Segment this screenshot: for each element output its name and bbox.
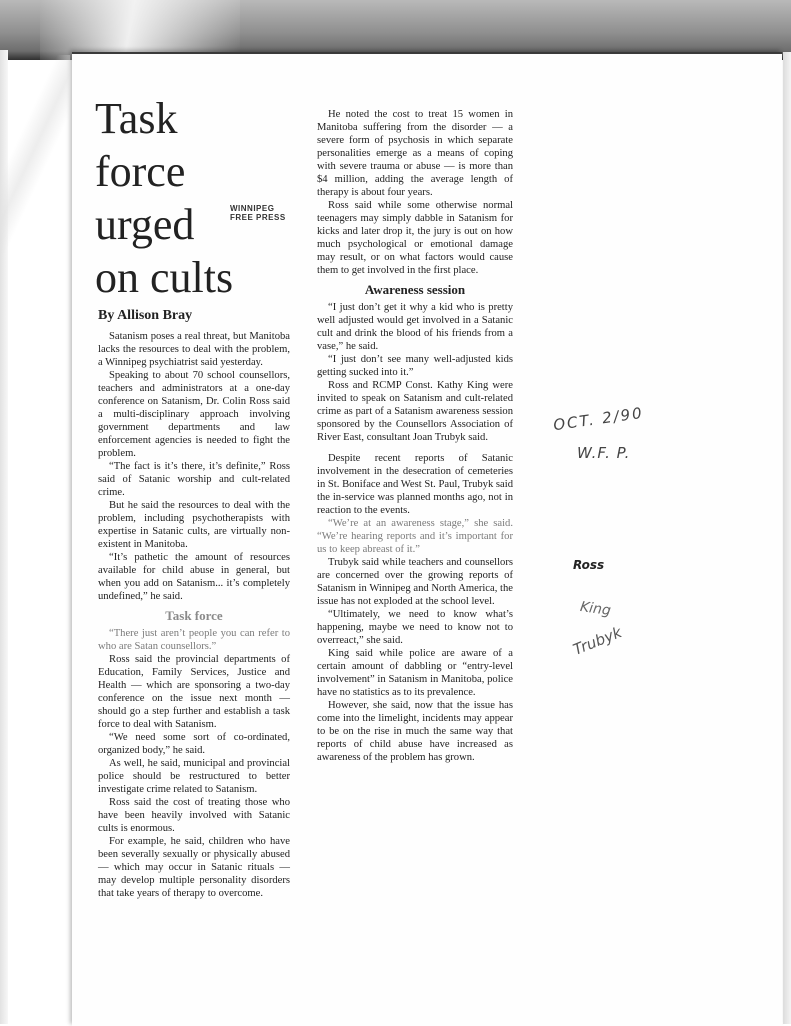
paragraph: He noted the cost to treat 15 women in Manitoba suffering from the disorder — a severe form of psychosis in which separate personalities emerge as a means of coping with severe trauma or abuse — is more than $4 million, adding the average length of therapy is about four years.: [317, 109, 513, 198]
article-column-1: [98, 330, 290, 900]
paragraph: Trubyk said while teachers and counsellors are concerned over the growing reports of Satanism in Winnipeg and North America, the issue has not exploded at the school level.: [317, 557, 513, 607]
paragraph: “I just don’t see many well-adjusted kids getting sucked into it.”: [317, 354, 513, 378]
headline-line: on cults: [95, 253, 234, 302]
paragraph: For example, he said, children who have been severally sexually or physically abused — which may occur in Satanic rituals — may develop multiple personality disorders that take years of therapy to overcome.: [98, 836, 290, 899]
paragraph: Satanism poses a real threat, but Manitoba lacks the resources to deal with the problem, a Winnipeg psychiatrist said yesterday.: [98, 331, 290, 368]
article-headline: [95, 92, 265, 304]
paragraph: “I just don’t get it why a kid who is pretty well adjusted would get involved in a Satanic cult and drink the blood of his friends from a vase,” he said.: [317, 302, 513, 352]
paragraph: “We’re at an awareness stage,” she said. “We’re hearing reports and it’s important for us to keep abreast of it.”: [317, 518, 513, 555]
headline-line: force: [95, 147, 186, 196]
paragraph: But he said the resources to deal with the problem, including psychotherapists with expertise in Satanic cults, are virtually non-existent in Manitoba.: [98, 500, 290, 550]
stamp-line: WINNIPEG: [230, 204, 275, 213]
scan-right-edge: [783, 52, 791, 1024]
paragraph: “Ultimately, we need to know what’s happening, maybe we need to know not to overreact,” she said.: [317, 609, 513, 646]
paragraph: King said while police are aware of a certain amount of dabbling or “entry-level involvement” in Satanism in Manitoba, police have no statistics as to its prevalence.: [317, 648, 513, 698]
paragraph: However, she said, now that the issue has come into the limelight, incidents may appear to be on the rise in much the same way that reports of child abuse have increased as awareness of the problem has grown.: [317, 700, 513, 763]
paragraph: “The fact is it’s there, it’s definite,” Ross said of Satanic worship and cult-related crime.: [98, 461, 290, 498]
handwritten-date: OCT. 2/90: [552, 403, 645, 435]
handwritten-name: Trubyk: [570, 623, 625, 659]
paragraph: Ross and RCMP Const. Kathy King were invited to speak on Satanism and cult-related crime as part of a Satanism awareness session sponsored by the Counsellors Association of River East, consultant Joan Trubyk said.: [317, 380, 513, 443]
paragraph: “There just aren’t people you can refer to who are Satan counsellors.”: [98, 628, 290, 652]
handwritten-source: W.F. P.: [577, 444, 631, 462]
paragraph: Despite recent reports of Satanic involvement in the desecration of cemeteries in St. Boniface and West St. Paul, Trubyk said the in-service was planned months ago, not in reaction to the events.: [317, 453, 513, 516]
handwritten-name: King: [579, 598, 612, 620]
paragraph: “It’s pathetic the amount of resources available for child abuse in general, but when you add on Satanism... it’s completely undefined,” he said.: [98, 552, 290, 602]
page-fold-shadow: [0, 55, 70, 255]
paragraph: Ross said while some otherwise normal teenagers may simply dabble in Satanism for kicks and later drop it, the jury is out on how much psychological or emotional damage may result, or on what factors would cause them to get involved in the first place.: [317, 200, 513, 276]
stamp-line: FREE PRESS: [230, 213, 286, 222]
subhead-task-force: Task force: [165, 608, 223, 623]
paragraph: Ross said the provincial departments of Education, Family Services, Justice and Health — which are sponsoring a two-day conference on the issue next month — should go a step further and establish a task force to deal with Satanism.: [98, 654, 290, 730]
subhead-awareness-session: Awareness session: [364, 282, 466, 297]
paragraph: As well, he said, municipal and provincial police should be restructured to better investigate crime related to Satanism.: [98, 758, 290, 795]
paragraph: Ross said the cost of treating those who have been heavily involved with Satanic cults is enormous.: [98, 797, 290, 834]
paragraph: “We need some sort of co-ordinated, organized body,” he said.: [98, 732, 290, 756]
article-column-2: [317, 108, 513, 764]
handwritten-name: Ross: [573, 558, 605, 572]
headline-line: Task: [95, 94, 178, 143]
scanner-glare: [40, 0, 240, 60]
scanner-shadow-top: [0, 0, 791, 60]
byline: By Allison Bray: [98, 308, 193, 323]
source-stamp: [230, 204, 286, 222]
headline-line: urged: [95, 200, 195, 249]
paragraph: Speaking to about 70 school counsellors, teachers and administrators at a one-day conference on Satanism, Dr. Colin Ross said a multi-disciplinary approach involving government departments and law enforcement agencies is needed to fight the problem.: [98, 370, 290, 459]
